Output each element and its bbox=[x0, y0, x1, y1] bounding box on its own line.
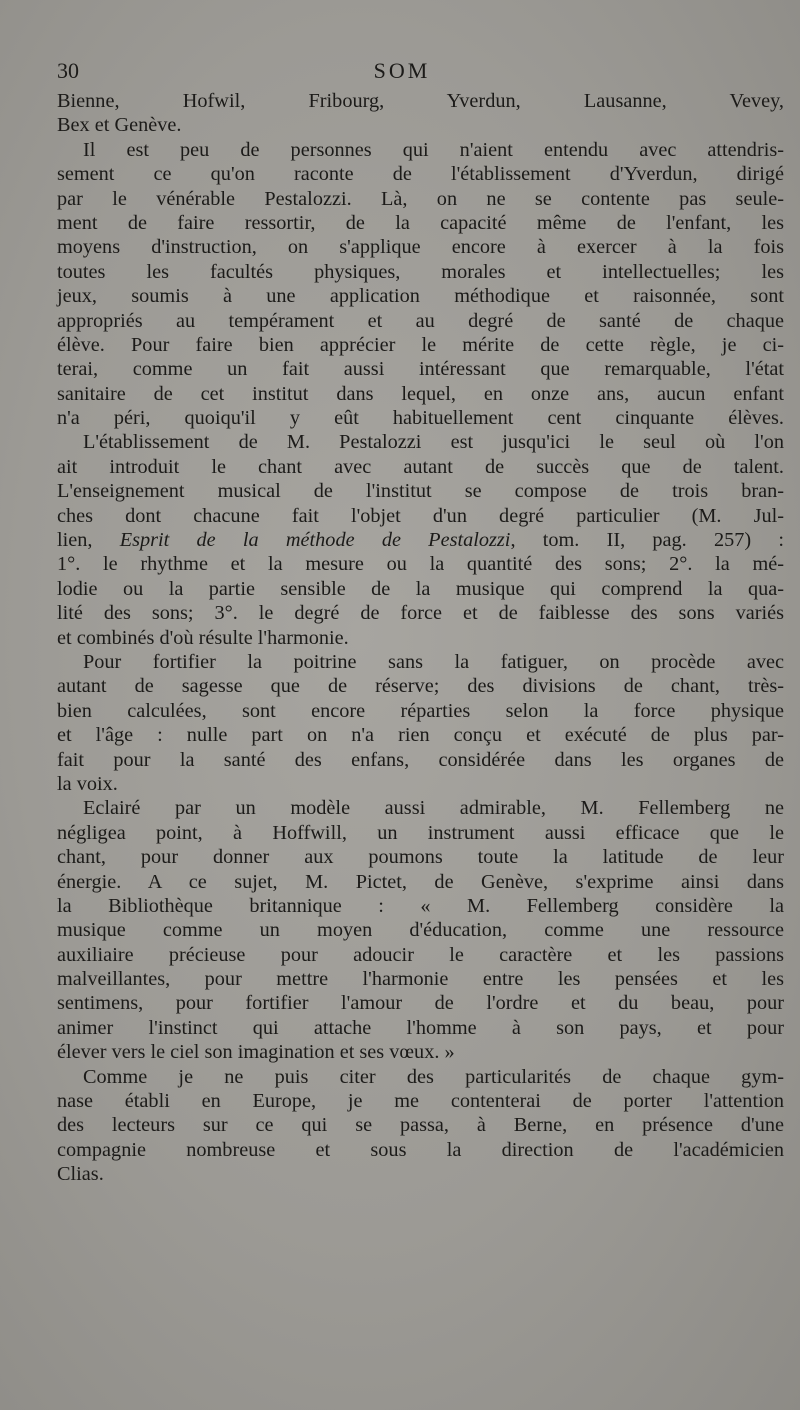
paragraph-3 bbox=[57, 430, 784, 650]
text-line: L'établissement de M. Pestalozzi est jusqu'ici le seul où l'on bbox=[83, 431, 784, 454]
text-line: la voix. bbox=[57, 772, 118, 795]
text-line: compagnie nombreuse et sous la direction de l'académicien bbox=[57, 1138, 784, 1161]
text-fragment: lien, bbox=[57, 529, 120, 552]
text-line: ches dont chacune fait l'objet d'un degré particulier (M. Jul- bbox=[57, 504, 784, 527]
text-line: des lecteurs sur ce qui se passa, à Berne, en présence d'une bbox=[57, 1114, 784, 1137]
text-line: la Bibliothèque britannique : « M. Fellemberg considère la bbox=[57, 894, 784, 917]
text-line: ait introduit le chant avec autant de succès que de talent. bbox=[57, 455, 784, 478]
text-line: auxiliaire précieuse pour adoucir le caractère et les passions bbox=[57, 943, 784, 966]
text-line: ment de faire ressortir, de la capacité même de l'enfant, les bbox=[57, 211, 784, 234]
text-line: par le vénérable Pestalozzi. Là, on ne se contente pas seule- bbox=[57, 187, 784, 210]
book-title: Esprit de la méthode de Pestalozzi bbox=[119, 529, 511, 552]
paragraph-2 bbox=[57, 138, 784, 431]
text-line: élever vers le ciel son imagination et ses vœux. » bbox=[57, 1041, 455, 1064]
text-line: malveillantes, pour mettre l'harmonie entre les pensées et les bbox=[57, 968, 784, 991]
text-line: nase établi en Europe, je me contenterai de porter l'attention bbox=[57, 1090, 784, 1113]
text-line: lodie ou la partie sensible de la musique qui comprend la qua- bbox=[57, 577, 784, 600]
page-number: 30 bbox=[57, 58, 79, 83]
text-line: Bex et Genève. bbox=[57, 114, 182, 137]
text-line: autant de sagesse que de réserve; des divisions de chant, très- bbox=[57, 675, 784, 698]
text-fragment: , tom. II, pag. 257) : bbox=[510, 529, 784, 552]
text-line: appropriés au tempérament et au degré de santé de chaque bbox=[57, 309, 784, 332]
paragraph-6 bbox=[57, 1065, 784, 1187]
text-line: musique comme un moyen d'éducation, comme une ressource bbox=[57, 919, 784, 942]
text-line: sentimens, pour fortifier l'amour de l'ordre et du beau, pour bbox=[57, 992, 784, 1015]
text-line: toutes les facultés physiques, morales et intellectuelles; les bbox=[57, 260, 784, 283]
paragraph-5 bbox=[57, 796, 784, 1064]
text-line: élève. Pour faire bien apprécier le mérite de cette règle, je ci- bbox=[57, 333, 784, 356]
text-line: chant, pour donner aux poumons toute la latitude de leur bbox=[57, 846, 784, 869]
text-line: et l'âge : nulle part on n'a rien conçu et exécuté de plus par- bbox=[57, 724, 784, 747]
text-line: moyens d'instruction, on s'applique encore à exercer à la fois bbox=[57, 236, 784, 259]
text-line: Il est peu de personnes qui n'aient entendu avec attendris- bbox=[83, 138, 784, 161]
text-line: n'a péri, quoiqu'il y eût habituellement cent cinquante élèves. bbox=[57, 407, 784, 430]
text-line: Bienne, Hofwil, Fribourg, Yverdun, Lausanne, Vevey, bbox=[57, 90, 784, 112]
text-line: et combinés d'où résulte l'harmonie. bbox=[57, 626, 349, 649]
text-line: jeux, soumis à une application méthodique et raisonnée, sont bbox=[57, 285, 784, 308]
text-line: bien calculées, sont encore réparties selon la force physique bbox=[57, 699, 784, 722]
text-line: animer l'instinct qui attache l'homme à son pays, et pour bbox=[57, 1016, 784, 1039]
text-line-with-italic-title bbox=[57, 528, 784, 552]
paragraph-4 bbox=[57, 650, 784, 796]
text-line: terai, comme un fait aussi intéressant que remarquable, l'état bbox=[57, 358, 784, 381]
running-head bbox=[57, 58, 747, 90]
running-title: SOM bbox=[373, 58, 431, 83]
text-line: fait pour la santé des enfans, considérée dans les organes de bbox=[57, 748, 784, 771]
text-line: Pour fortifier la poitrine sans la fatiguer, on procède avec bbox=[83, 650, 784, 673]
text-line: 1°. le rhythme et la mesure ou la quantité des sons; 2°. la mé- bbox=[57, 553, 784, 576]
text-line: sanitaire de cet institut dans lequel, en onze ans, aucun enfant bbox=[57, 382, 784, 405]
text-line: L'enseignement musical de l'institut se compose de trois bran- bbox=[57, 480, 784, 503]
text-line: Eclairé par un modèle aussi admirable, M. Fellemberg ne bbox=[83, 797, 784, 820]
text-line: Clias. bbox=[57, 1163, 104, 1186]
text-line: énergie. A ce sujet, M. Pictet, de Genève, s'exprime ainsi dans bbox=[57, 870, 784, 893]
paragraph-1 bbox=[57, 89, 784, 138]
text-line: lité des sons; 3°. le degré de force et de faiblesse des sons variés bbox=[57, 602, 784, 625]
text-line: Comme je ne puis citer des particularités de chaque gym- bbox=[83, 1065, 784, 1088]
text-line: sement ce qu'on raconte de l'établissement d'Yverdun, dirigé bbox=[57, 163, 784, 186]
body-text bbox=[57, 89, 784, 1187]
text-line: négligea point, à Hoffwill, un instrument aussi efficace que le bbox=[57, 821, 784, 844]
